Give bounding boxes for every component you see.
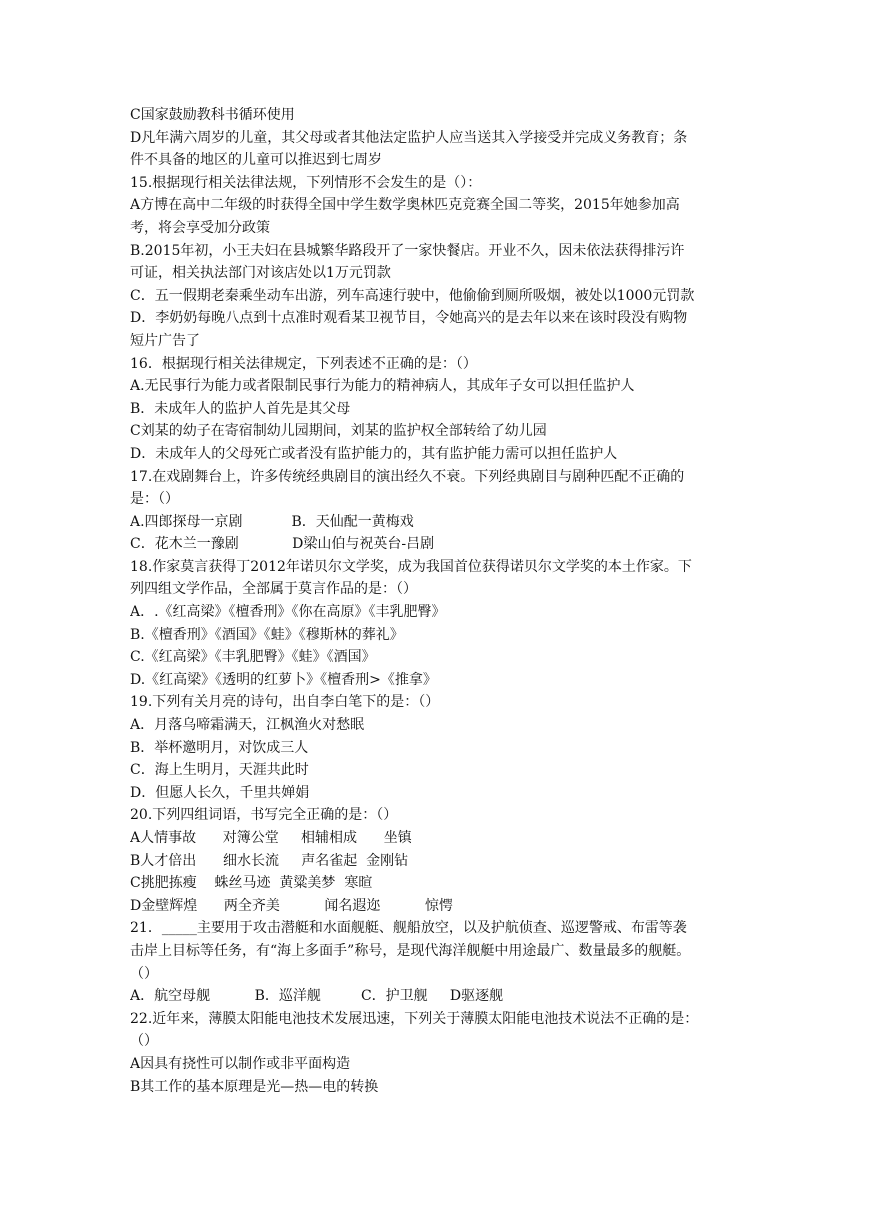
text-line: A．航空母舰 B．巡洋舰 C．护卫舰 D驱逐舰 — [130, 988, 504, 1005]
text-line: D.《红高梁》《透明的红萝卜》《檀香刑>《推拿》 — [130, 671, 437, 688]
text-line: （） — [130, 1033, 158, 1050]
text-line: 16．根据现行相关法律规定，下列表述不正确的是：（） — [130, 355, 477, 372]
text-line: B人才倍出 细水长流 声名雀起 金刚钻 — [130, 852, 409, 869]
text-line: 19.下列有关月亮的诗句，出自李白笔下的是：（） — [130, 694, 440, 711]
text-line: C．花木兰一豫剧 D梁山伯与祝英台-吕剧 — [130, 536, 435, 553]
text-line: C．五一假期老秦乘坐动车出游，列车高速行驶中，他偷偷到厕所吸烟，被处以1000元罚款 — [130, 287, 695, 304]
text-line: D金壁辉煌 两全齐美 闻名遐迩 惊愕 — [130, 897, 453, 914]
text-line: A人情事故 对簿公堂 相辅相成 坐镇 — [130, 830, 412, 846]
text-line: 21．_____主要用于攻击潜艇和水面舰艇、舰船放空，以及护航侦查、巡逻警戒、布雷等袭 — [130, 920, 687, 937]
text-line: C国家鼓励教科书循环使用 — [130, 107, 295, 123]
text-line: 列四组文学作品，全部属于莫言作品的是：（） — [130, 581, 417, 598]
text-line: B．举杯邀明月，对饮成三人 — [130, 739, 309, 756]
text-line: 击岸上目标等任务，有“海上多面手”称号，是现代海洋舰艇中用途最广、数量最多的舰艇。 — [130, 942, 691, 959]
text-line: A．月落乌啼霜满天，江枫渔火对愁眠 — [130, 717, 365, 734]
text-line: A.无民事行为能力或者限制民事行为能力的精神病人，其成年子女可以担任监护人 — [130, 378, 635, 395]
text-line: C.《红高梁》《丰乳肥臀》《蛙》《酒国》 — [130, 649, 376, 666]
text-line: 17.在戏剧舞台上，许多传统经典剧目的演出经久不衰。下列经典剧目与剧种匹配不正确的 — [130, 468, 685, 485]
text-line: 18.作家莫言获得丁2012年诺贝尔文学奖，成为我国首位获得诺贝尔文学奖的本土作家。下 — [130, 558, 692, 575]
text-line: C刘某的幼子在寄宿制幼儿园期间，刘某的监护权全部转给了幼儿园 — [130, 423, 547, 440]
text-line: （） — [130, 965, 158, 982]
text-line: D．未成年人的父母死亡或者没有监护能力的，其有监护能力需可以担任监护人 — [130, 445, 618, 462]
text-line: 件不具备的地区的儿童可以推迟到七周岁 — [130, 152, 382, 169]
text-line: A.四郎探母一京剧 B．天仙配一黄梅戏 — [130, 513, 414, 530]
text-line: A方博在高中二年级的时获得全国中学生数学奥林匹克竞赛全国二等奖，2015年她参加高 — [130, 197, 680, 214]
document-page — [130, 104, 742, 1098]
text-line: B其工作的基本原理是光—热—电的转换 — [130, 1078, 379, 1095]
text-line: C．海上生明月，天涯共此时 — [130, 762, 309, 779]
text-line: B．未成年人的监护人首先是其父母 — [130, 400, 351, 417]
text-line: B.2015年初，小王夫妇在县城繁华路段开了一家快餐店。开业不久，因未依法获得排污许 — [130, 242, 685, 259]
text-line: A因具有挠性可以制作或非平面构造 — [130, 1055, 351, 1072]
text-line: D．李奶奶每晚八点到十点准时观看某卫视节目，令她高兴的是去年以来在该时段没有购物 — [130, 310, 688, 327]
text-line: 20.下列四组词语，书写完全正确的是：（） — [130, 807, 398, 824]
text-line: 短片广告了 — [130, 332, 200, 349]
text-line: 考，将会享受加分政策 — [130, 219, 270, 236]
text-line: A．.《红高梁》《檀香刑》《你在高原》《丰乳肥臀》 — [130, 604, 446, 621]
text-line: C挑肥拣瘦 蛛丝马迹 黄粱美梦 寒暄 — [130, 875, 373, 892]
text-line: B.《檀香刑》《酒国》《蛙》《穆斯林的葬礼》 — [130, 626, 404, 643]
text-line: 15.根据现行相关法律法规，下列情形不会发生的是（）： — [130, 174, 482, 191]
text-line: 22.近年来，薄膜太阳能电池技术发展迅速，下列关于薄膜太阳能电池技术说法不正确的是： — [130, 1010, 699, 1027]
text-line: D．但愿人长久，千里共婵娟 — [130, 784, 310, 801]
text-line: 是：（） — [130, 491, 179, 508]
text-line: 可证，相关执法部门对该店处以1万元罚款 — [130, 265, 391, 282]
text-line: D凡年满六周岁的儿童，其父母或者其他法定监护人应当送其入学接受并完成义务教育；条 — [130, 129, 688, 146]
